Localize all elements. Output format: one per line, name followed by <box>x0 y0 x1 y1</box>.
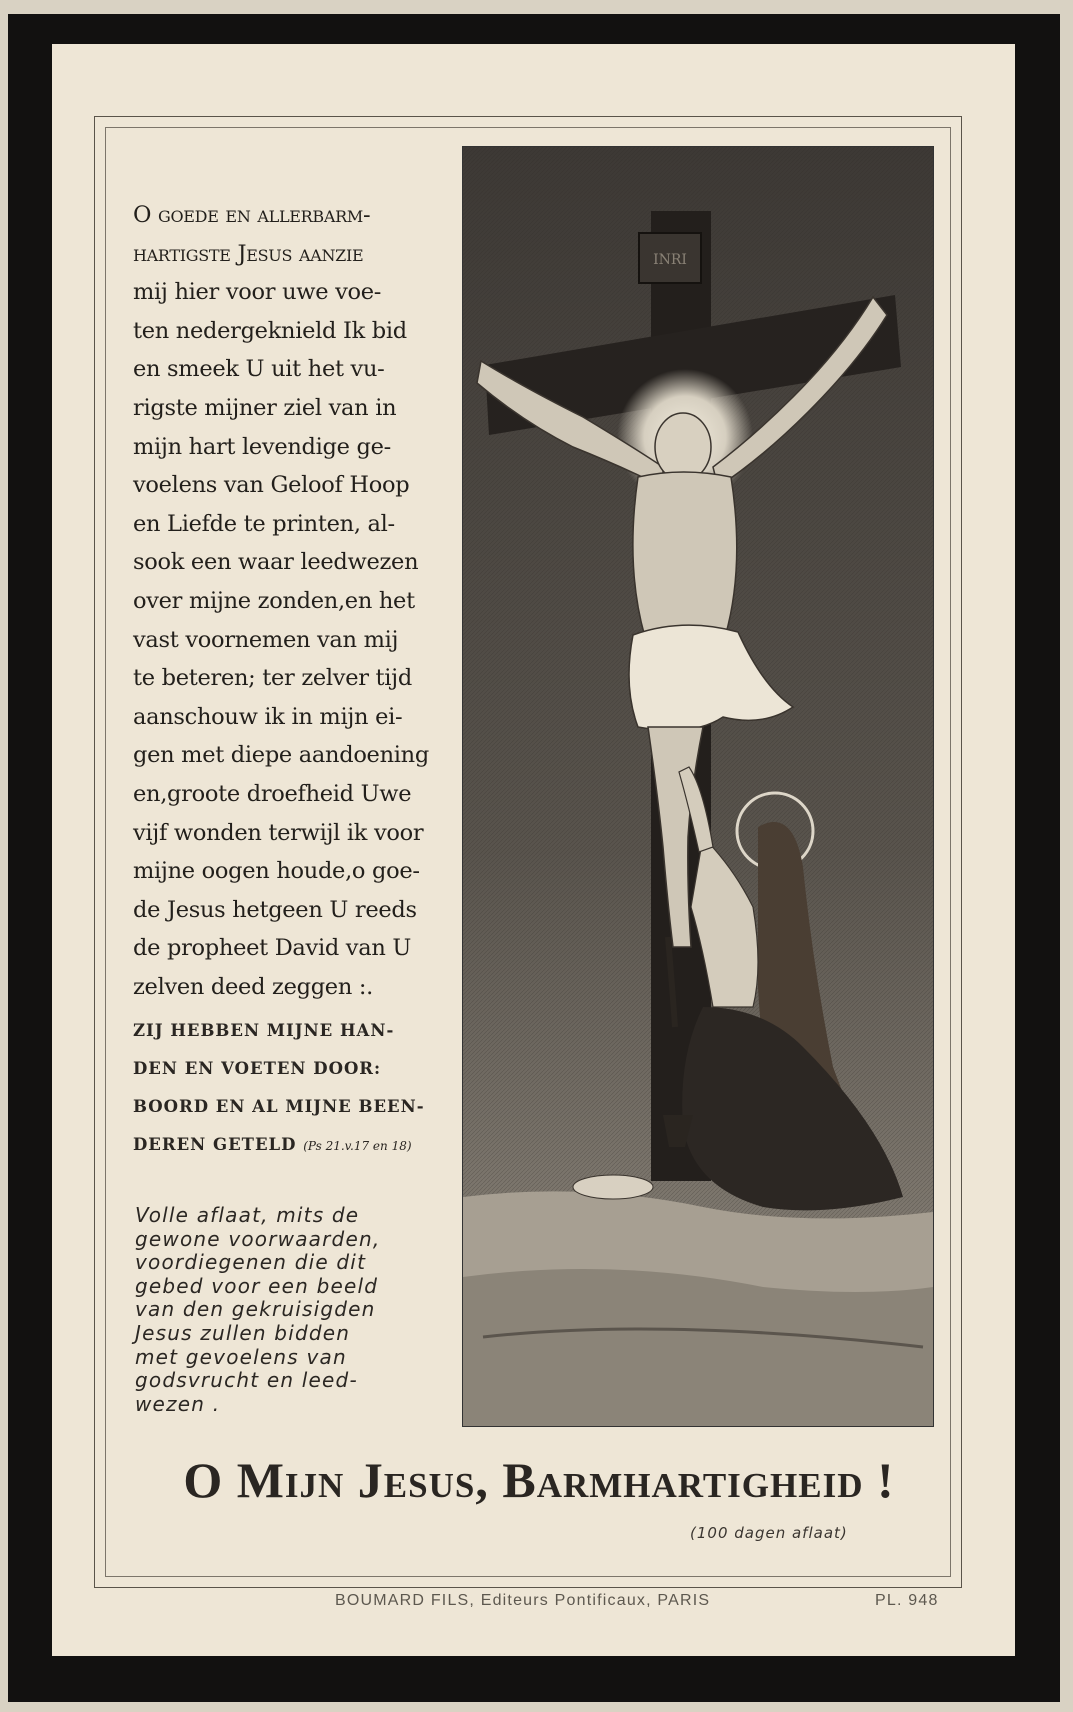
publisher-imprint: BOUMARD FILS, Editeurs Pontificaux, PARIS <box>335 1592 711 1609</box>
indulgence-line: van den gekruisigden <box>135 1297 376 1322</box>
prayer-line: de propheet David van U <box>133 935 412 962</box>
prayer-line: gen met diepe aandoening <box>133 742 429 769</box>
invocation-indulgence-note: (100 dagen aflaat) <box>690 1524 848 1542</box>
plate-number: PL. 948 <box>875 1592 939 1609</box>
indulgence-line: gewone voorwaarden, <box>135 1226 381 1251</box>
prayer-text <box>133 196 429 1165</box>
prayer-line: mij hier voor uwe voe- <box>133 279 382 306</box>
psalm-reference: (Ps 21.v.17 en 18) <box>303 1139 412 1154</box>
prayer-line: zelven deed zeggen :. <box>133 973 373 1000</box>
indulgence-line: met gevoelens van <box>135 1344 347 1369</box>
prayer-line: rigste mijner ziel van in <box>133 394 397 421</box>
invocation-title: O Mijn Jesus, Barmhartigheid ! <box>183 1452 895 1508</box>
indulgence-line: voordiegenen die dit <box>135 1250 367 1275</box>
inri-label: INRI <box>653 252 687 268</box>
psalm-line: ZIJ HEBBEN MIJNE HAN- <box>133 1021 395 1041</box>
prayer-line: sook een waar leedwezen <box>133 549 419 576</box>
prayer-line: vast voornemen van mij <box>133 626 399 653</box>
indulgence-line: wezen . <box>135 1391 221 1416</box>
indulgence-line: gebed voor een beeld <box>135 1273 379 1298</box>
prayer-line: mijn hart levendige ge- <box>133 433 391 460</box>
prayer-line: mijne oogen houde,o goe- <box>133 858 420 885</box>
psalm-line: DEN EN VOETEN DOOR: <box>133 1059 382 1079</box>
prayer-line: te beteren; ter zelver tijd <box>133 665 412 692</box>
prayer-line: voelens van Geloof Hoop <box>133 472 410 499</box>
prayer-line: O goede en allerbarm- <box>133 202 371 228</box>
prayer-line: en smeek U uit het vu- <box>133 356 385 383</box>
crucifixion-illustration <box>463 147 933 1426</box>
indulgence-line: Jesus zullen bidden <box>135 1320 351 1345</box>
prayer-line: en,groote droefheid Uwe <box>133 780 412 807</box>
psalm-line-text: DEREN GETELD <box>133 1135 297 1155</box>
prayer-line: hartigste Jesus aanzie <box>133 240 364 267</box>
indulgence-line: Volle aflaat, mits de <box>135 1203 360 1227</box>
prayer-line: aanschouw ik in mijn ei- <box>133 703 403 730</box>
psalm-line <box>133 1126 423 1165</box>
prayer-line: vijf wonden terwijl ik voor <box>133 819 424 846</box>
psalm-quote <box>133 1012 423 1165</box>
prayer-line: over mijne zonden,en het <box>133 587 415 614</box>
indulgence-note <box>135 1204 425 1416</box>
prayer-line: en Liefde te printen, al- <box>133 510 395 537</box>
psalm-line: BOORD EN AL MIJNE BEEN- <box>133 1097 425 1117</box>
prayer-line: ten nedergeknield Ik bid <box>133 317 407 344</box>
indulgence-line: godsvrucht en leed- <box>135 1368 358 1393</box>
crucifixion-engraving <box>462 146 934 1427</box>
prayer-line: de Jesus hetgeen U reeds <box>133 896 417 923</box>
